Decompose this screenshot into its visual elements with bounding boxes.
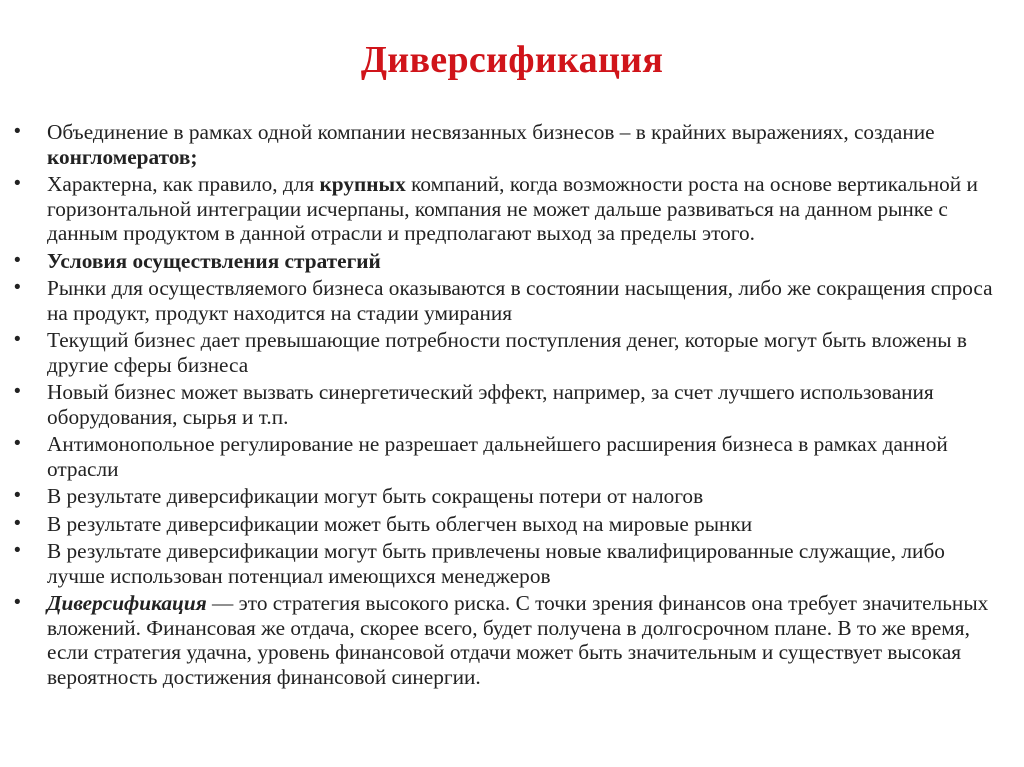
bullet-item: [14, 276, 1004, 325]
bullet-text: Характерна, как правило, для: [47, 172, 320, 196]
bullet-icon: •: [14, 329, 21, 350]
bullet-text: — это стратегия высокого риска. С точки зрения финансов она требует значительных вложений. Финансовая же отдача, скорее всего, будет получена в долгосрочном плане. В то же время, если стратегия удачна, уровень финансовой отдачи может быть значительным и существует высокая вероятность достижения финансовой синергии.: [47, 591, 989, 689]
bullet-text: Антимонопольное регулирование не разрешает дальнейшего расширения бизнеса в рамках данной отрасли: [47, 432, 948, 481]
bullet-item: [14, 249, 1004, 274]
bullet-icon: •: [14, 173, 21, 194]
bullet-item: [14, 591, 1004, 689]
bullet-text: В результате диверсификации могут быть привлечены новые квалифицированные служащие, либо лучше использован потенциал имеющихся менеджеров: [47, 539, 945, 588]
bullet-icon: •: [14, 592, 21, 613]
bullet-text: Объединение в рамках одной компании несвязанных бизнесов – в крайних выражениях, создание: [47, 120, 935, 144]
bullet-text: В результате диверсификации может быть облегчен выход на мировые рынки: [47, 511, 753, 536]
bullet-bold-text: крупных: [319, 172, 406, 196]
bullet-list: [14, 120, 1004, 692]
bullet-text-continued: компаний, когда возможности роста на основе вертикальной и горизонтальной интеграции исчерпаны, компания не может дальше развиваться на данном рынке с данным продуктом в данной отрасли и предполагают выход за пределы этого.: [47, 172, 978, 245]
bullet-item: [14, 539, 1004, 588]
bullet-icon: •: [14, 540, 21, 561]
bullet-item: [14, 328, 1004, 377]
bullet-text: Рынки для осуществляемого бизнеса оказываются в состоянии насыщения, либо же сокращения спроса на продукт, продукт находится на стадии умирания: [47, 276, 993, 325]
bullet-icon: •: [14, 121, 21, 142]
bullet-item: [14, 380, 1004, 429]
bullet-bold-text: конгломератов;: [47, 144, 198, 169]
bullet-text: Новый бизнес может вызвать синергетический эффект, например, за счет лучшего использования оборудования, сырья и т.п.: [47, 380, 934, 429]
bullet-icon: •: [14, 512, 21, 534]
bullet-heading: Условия осуществления стратегий: [47, 248, 381, 273]
bullet-item: [14, 120, 1004, 169]
bullet-icon: •: [14, 277, 21, 298]
slide-title: Диверсификация: [360, 39, 664, 81]
bullet-item: [14, 432, 1004, 481]
bullet-icon: •: [14, 485, 21, 506]
bullet-item: [14, 172, 1004, 246]
bullet-item: [14, 512, 1004, 537]
bullet-text: В результате диверсификации могут быть сокращены потери от налогов: [47, 484, 704, 508]
bullet-text: Текущий бизнес дает превышающие потребности поступления денег, которые могут быть вложены в другие сферы бизнеса: [47, 328, 967, 377]
bullet-bold-italic-term: Диверсификация: [47, 591, 207, 615]
bullet-icon: •: [14, 381, 21, 402]
bullet-icon: •: [14, 249, 21, 271]
bullet-item: [14, 484, 1004, 509]
bullet-icon: •: [14, 433, 21, 454]
